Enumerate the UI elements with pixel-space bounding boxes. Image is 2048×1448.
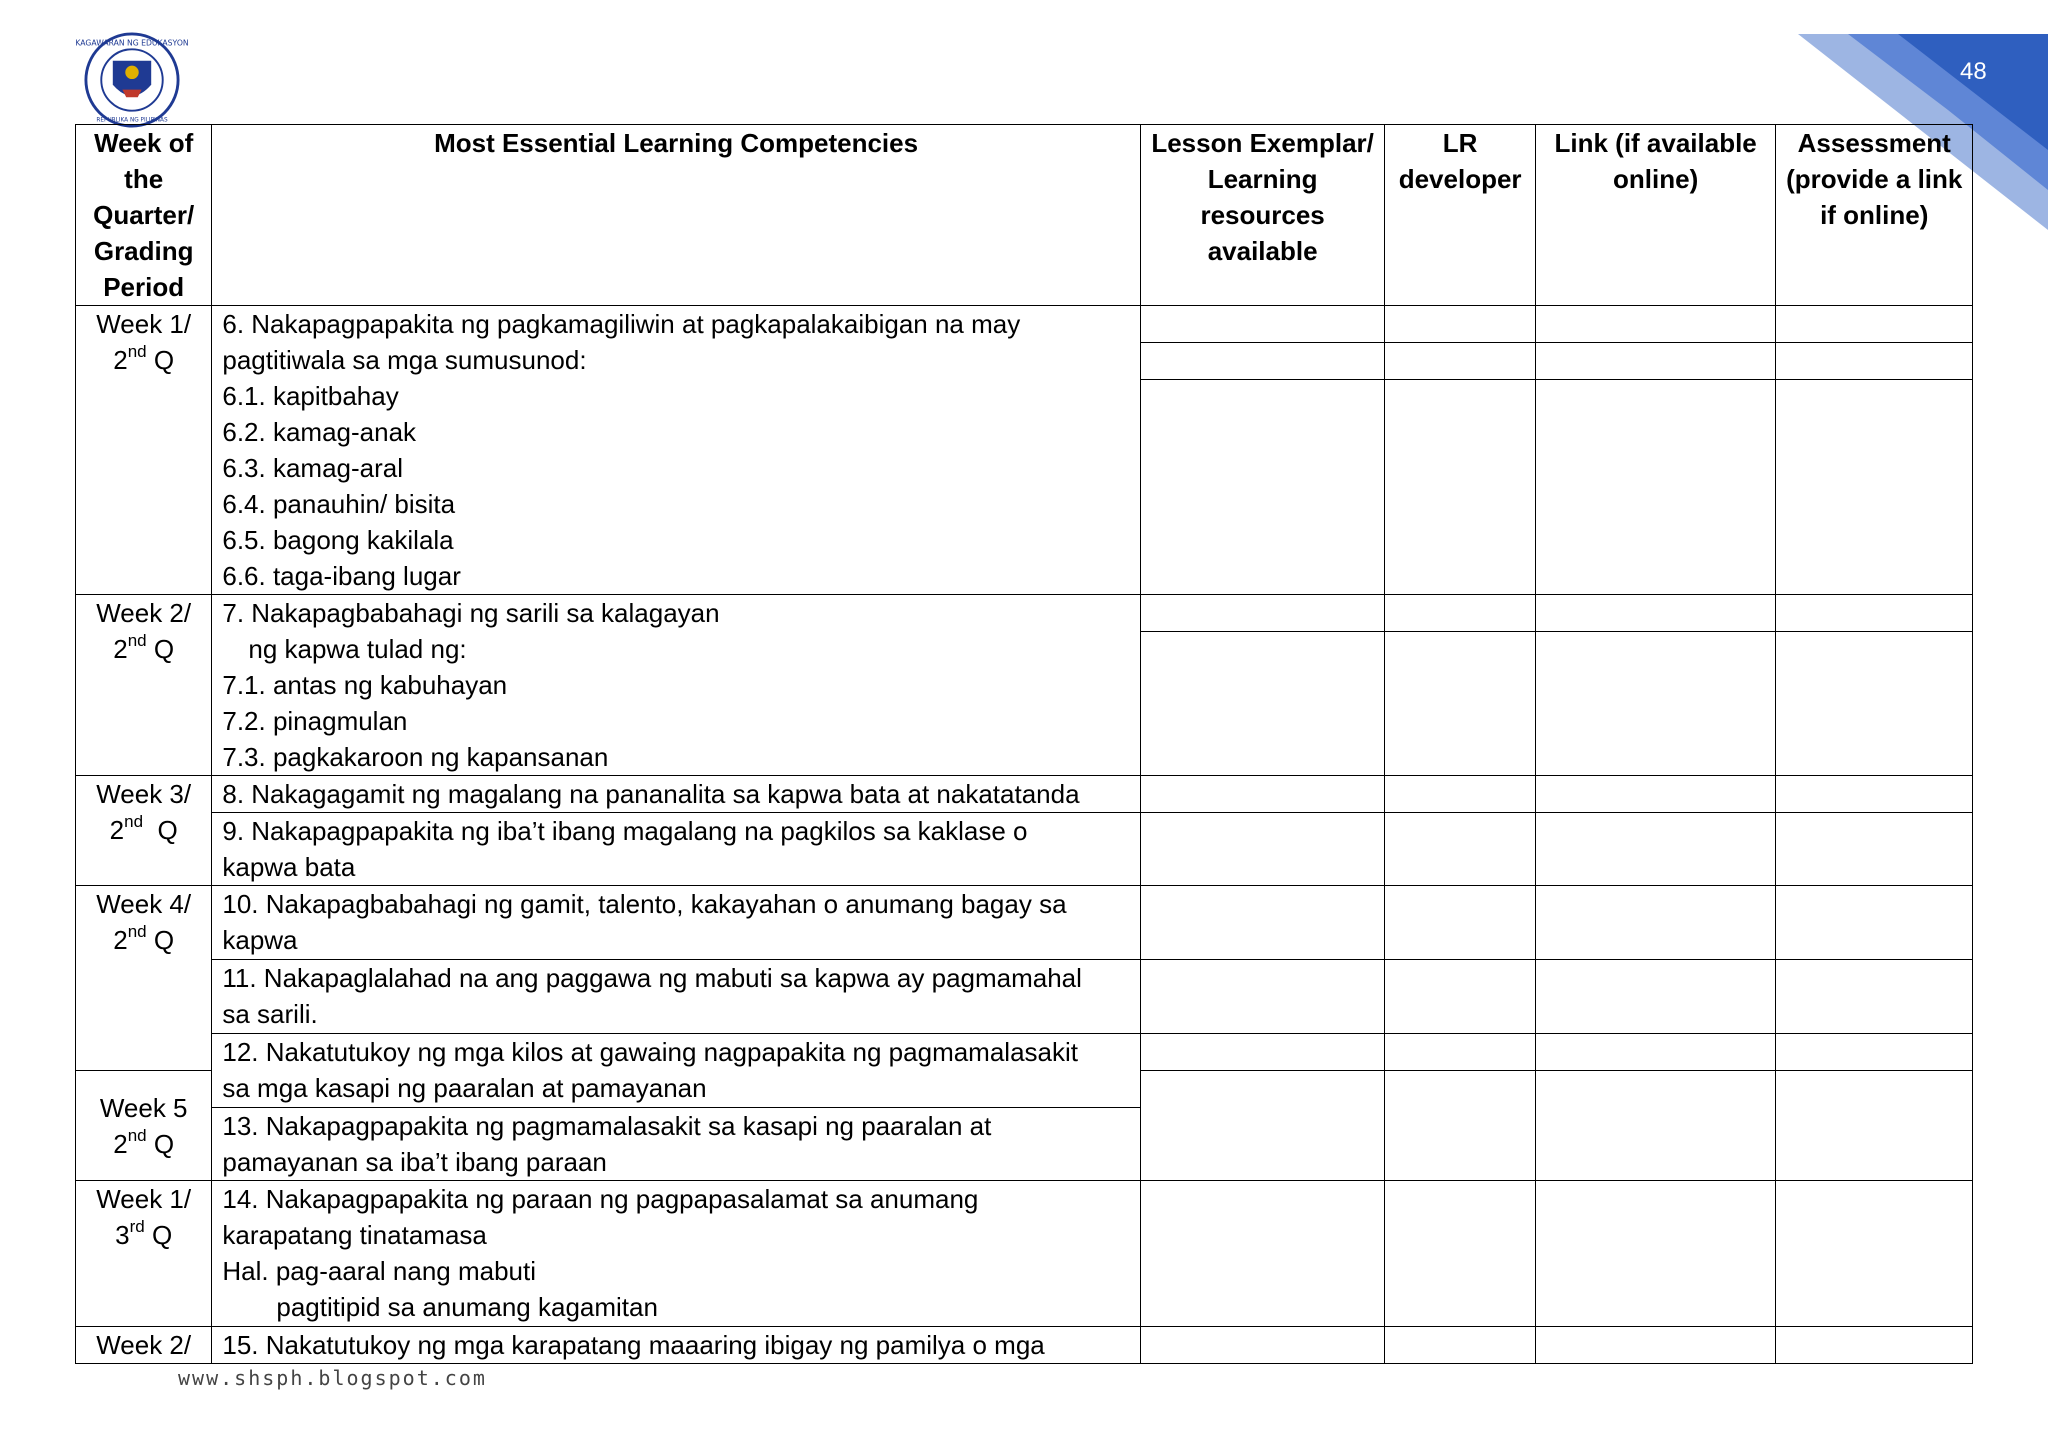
week-quarter-sup: nd — [127, 342, 147, 362]
competency-line: 6.6. taga-ibang lugar — [222, 561, 461, 591]
competency-line: kapwa bata — [222, 852, 356, 882]
empty-cell — [1535, 632, 1776, 776]
competency-14 — [212, 1181, 1140, 1327]
competency-line: Hal. pag-aaral nang mabuti — [222, 1256, 536, 1286]
empty-cell — [1535, 1327, 1776, 1364]
competency-line: 7.1. antas ng kabuhayan — [222, 670, 508, 700]
empty-cell — [1535, 1071, 1776, 1181]
empty-cell — [1776, 960, 1973, 1034]
competency-line: 7. Nakapagbabahagi ng sarili sa kalagayan — [222, 598, 720, 628]
empty-cell — [1385, 1181, 1535, 1327]
week-quarter-num: 2 — [113, 925, 128, 955]
empty-cell — [1535, 343, 1776, 380]
page-number: 48 — [1960, 58, 1987, 85]
week-label: Week 2/ — [96, 1330, 192, 1360]
competency-line: 6.3. kamag-aral — [222, 453, 404, 483]
empty-cell — [1140, 1071, 1385, 1181]
empty-cell — [1776, 343, 1973, 380]
week-quarter-suffix: Q — [146, 345, 175, 375]
empty-cell — [1140, 632, 1385, 776]
week-label: Week 3/ — [96, 779, 192, 809]
competency-line: karapatang tinatamasa — [222, 1220, 487, 1250]
week-quarter-num: 3 — [115, 1220, 130, 1250]
competency-line: sa sarili. — [222, 999, 318, 1029]
empty-cell — [1140, 1327, 1385, 1364]
table-row — [76, 776, 1973, 813]
competency-line: pagtitiwala sa mga sumusunod: — [222, 345, 587, 375]
empty-cell — [1776, 1071, 1973, 1181]
empty-cell — [1776, 595, 1973, 632]
competency-13 — [212, 1108, 1140, 1181]
week-quarter-num: 2 — [113, 1128, 128, 1159]
header-assessment: Assessment (provide a link if online) — [1776, 125, 1973, 306]
week-quarter-sup: nd — [127, 631, 147, 651]
empty-cell — [1535, 886, 1776, 960]
table-header-row — [76, 125, 1973, 306]
competency-12 — [212, 1034, 1140, 1108]
competency-line: 6.1. kapitbahay — [222, 381, 399, 411]
competency-line: sa mga kasapi ng paaralan at pamayanan — [222, 1073, 707, 1103]
week-quarter-sup: nd — [124, 812, 144, 832]
competency-line: ng kapwa tulad ng: — [248, 634, 467, 664]
empty-cell — [1385, 1034, 1535, 1071]
table-row — [76, 960, 1973, 1034]
empty-cell — [1776, 886, 1973, 960]
empty-cell — [1535, 813, 1776, 886]
week-label: Week 1/ — [96, 309, 192, 339]
competency-line: 10. Nakapagbabahagi ng gamit, talento, kakayahan o anumang bagay sa — [222, 889, 1067, 919]
week-quarter-sup: nd — [127, 1125, 147, 1145]
seal-ring-text-bottom: REPUBLIKA NG PILIPINAS — [96, 117, 168, 124]
header-melc: Most Essential Learning Competencies — [212, 125, 1140, 306]
empty-cell — [1385, 380, 1535, 595]
week-cell — [76, 595, 212, 776]
empty-cell — [1140, 776, 1385, 813]
table-row — [76, 886, 1973, 960]
week-cell — [76, 1071, 212, 1181]
empty-cell — [1140, 595, 1385, 632]
empty-cell — [1140, 886, 1385, 960]
empty-cell — [1140, 1181, 1385, 1327]
week-quarter-suffix: Q — [146, 1128, 175, 1159]
competency-15 — [212, 1327, 1140, 1364]
empty-cell — [1535, 306, 1776, 343]
competency-line: 12. Nakatutukoy ng mga kilos at gawaing nagpapakita ng pagmamalasakit — [222, 1037, 1078, 1067]
week-label: Week 2/ — [96, 598, 192, 628]
table-row — [76, 595, 1973, 632]
empty-cell — [1385, 343, 1535, 380]
week-label: Week 5 — [99, 1092, 188, 1123]
competency-line: 8. Nakagagamit ng magalang na pananalita sa kapwa bata at nakatatanda — [222, 779, 1080, 809]
week-quarter-suffix: Q — [146, 925, 175, 955]
empty-cell — [1140, 813, 1385, 886]
competency-11 — [212, 960, 1140, 1034]
week-quarter-sup: rd — [129, 1217, 145, 1237]
empty-cell — [1535, 595, 1776, 632]
empty-cell — [1776, 632, 1973, 776]
empty-cell — [1385, 886, 1535, 960]
competency-6 — [212, 306, 1140, 595]
table-row — [76, 1327, 1973, 1364]
week-cell — [76, 306, 212, 595]
empty-cell — [1776, 1181, 1973, 1327]
empty-cell — [1535, 776, 1776, 813]
empty-cell — [1535, 960, 1776, 1034]
seal-ring-text-top: KAGAWARAN NG EDUKASYON — [75, 38, 189, 48]
week-cell — [76, 1327, 212, 1364]
competency-line: 11. Nakapaglalahad na ang paggawa ng mabuti sa kapwa ay pagmamahal — [222, 963, 1082, 993]
competency-line: 6.2. kamag-anak — [222, 417, 417, 447]
week-quarter-sup: nd — [127, 922, 147, 942]
table-row — [76, 813, 1973, 886]
competency-line: kapwa — [222, 925, 298, 955]
empty-cell — [1385, 1071, 1535, 1181]
week-quarter-num: 2 — [113, 634, 128, 664]
competency-10 — [212, 886, 1140, 960]
week-cell — [76, 1181, 212, 1327]
empty-cell — [1385, 632, 1535, 776]
competency-9 — [212, 813, 1140, 886]
empty-cell — [1776, 1327, 1973, 1364]
week-label: Week 1/ — [96, 1184, 192, 1214]
week-cell — [76, 776, 212, 886]
empty-cell — [1385, 1327, 1535, 1364]
table-row — [76, 1034, 1973, 1071]
empty-cell — [1140, 960, 1385, 1034]
competency-line: 6.5. bagong kakilala — [222, 525, 454, 555]
week-quarter-suffix: Q — [143, 815, 178, 845]
empty-cell — [1385, 595, 1535, 632]
competency-line: 6. Nakapagpapakita ng pagkamagiliwin at pagkapalakaibigan na may — [222, 309, 1021, 339]
footer-url: www.shsph.blogspot.com — [178, 1366, 487, 1390]
empty-cell — [1776, 776, 1973, 813]
melc-table — [75, 124, 1973, 1364]
week-label: Week 4/ — [96, 889, 192, 919]
empty-cell — [1776, 306, 1973, 343]
empty-cell — [1535, 1034, 1776, 1071]
competency-line: 13. Nakapagpapakita ng pagmamalasakit sa kasapi ng paaralan at — [222, 1111, 992, 1141]
header-lesson-exemplar: Lesson Exemplar/ Learning resources available — [1140, 125, 1385, 306]
competency-line: 9. Nakapagpapakita ng iba’t ibang magalang na pagkilos sa kaklase o — [222, 816, 1028, 846]
empty-cell — [1535, 380, 1776, 595]
table-row — [76, 306, 1973, 343]
empty-cell — [1776, 1034, 1973, 1071]
empty-cell — [1140, 343, 1385, 380]
competency-line: 15. Nakatutukoy ng mga karapatang maaaring ibigay ng pamilya o mga — [222, 1330, 1045, 1360]
week-quarter-num: 2 — [109, 815, 125, 845]
week-quarter-num: 2 — [113, 345, 128, 375]
empty-cell — [1385, 813, 1535, 886]
competency-7 — [212, 595, 1140, 776]
empty-cell — [1385, 306, 1535, 343]
header-link: Link (if available online) — [1535, 125, 1776, 306]
empty-cell — [1140, 306, 1385, 343]
competency-line: pamayanan sa iba’t ibang paraan — [222, 1147, 607, 1177]
empty-cell — [1776, 380, 1973, 595]
deped-seal-logo — [75, 32, 189, 128]
header-week: Week of the Quarter/ Grading Period — [76, 125, 212, 306]
competency-8 — [212, 776, 1140, 813]
week-quarter-suffix: Q — [144, 1220, 173, 1250]
competency-line: 6.4. panauhin/ bisita — [222, 489, 456, 519]
empty-cell — [1385, 960, 1535, 1034]
competency-line: pagtitipid sa anumang kagamitan — [276, 1292, 658, 1322]
empty-cell — [1535, 1181, 1776, 1327]
empty-cell — [1140, 1034, 1385, 1071]
table-row — [76, 1181, 1973, 1327]
header-lr-developer: LR developer — [1385, 125, 1535, 306]
competency-line: 7.2. pinagmulan — [222, 706, 408, 736]
competency-line: 14. Nakapagpapakita ng paraan ng pagpapasalamat sa anumang — [222, 1184, 979, 1214]
week-quarter-suffix: Q — [146, 634, 175, 664]
empty-cell — [1140, 380, 1385, 595]
empty-cell — [1385, 776, 1535, 813]
week-cell — [76, 886, 212, 1071]
empty-cell — [1776, 813, 1973, 886]
competency-line: 7.3. pagkakaroon ng kapansanan — [222, 742, 609, 772]
